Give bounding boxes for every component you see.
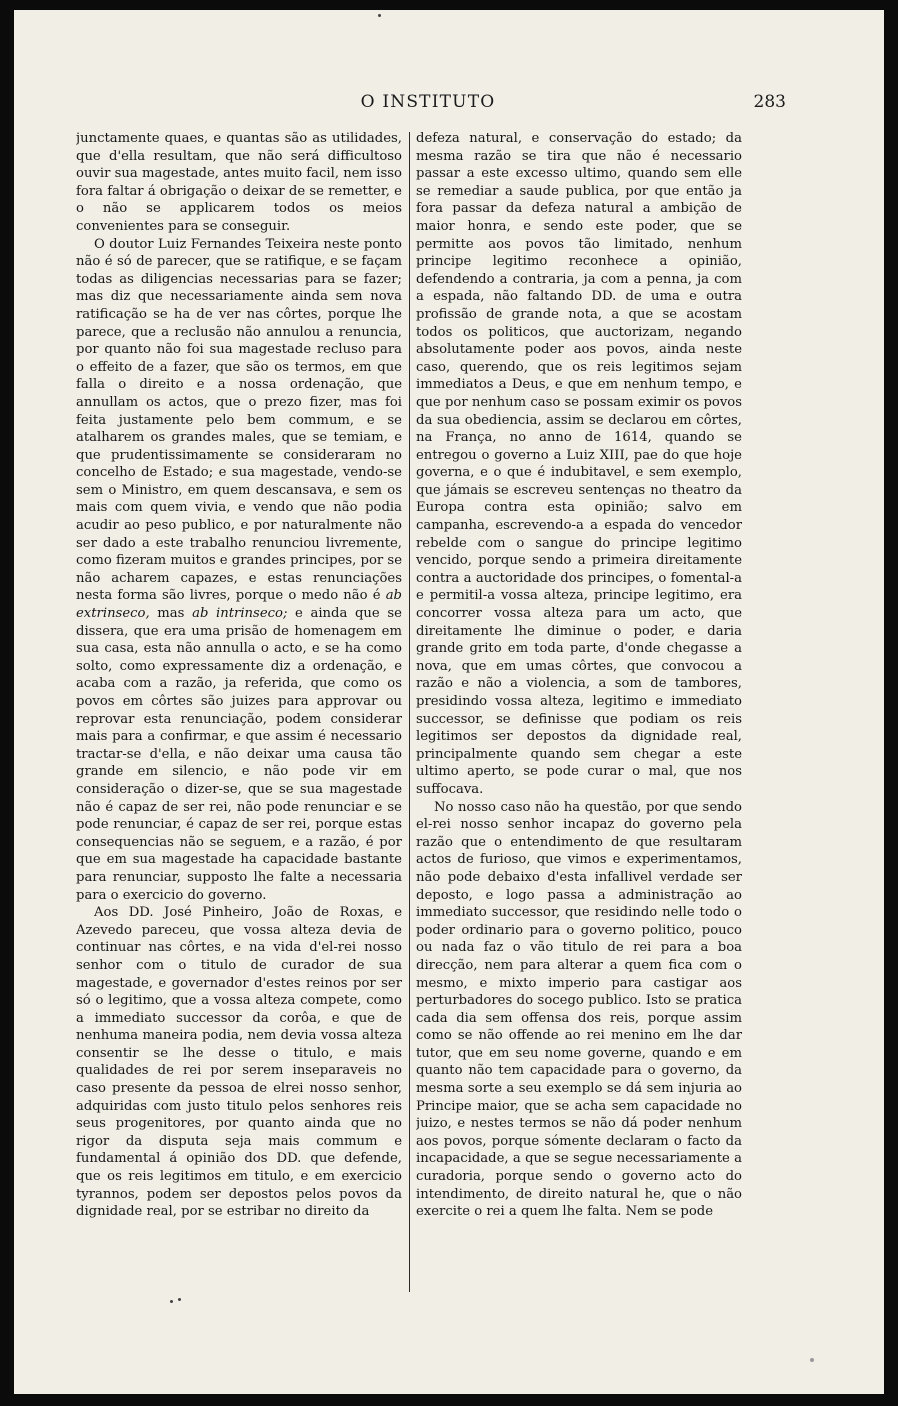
paragraph-pinheiro: Aos DD. José Pinheiro, João de Roxas, e Azevedo pareceu, que vossa alteza devia de continuar nas côrtes, e na vida d'el-rei nosso senhor com o titulo de curador de sua magestade, e governador d'estes reinos por ser só o legitimo, que a vossa alteza compete, como a immediato successor da corôa, e que de nenhuma maneira podia, nem devia vossa alteza consentir se lhe desse o titulo, e mais qualidades de rei por serem inseparaveis no caso presente da pessoa de elrei nosso senhor, adquiridas com justo titulo pelos senhores reis seus progenitores, por quanto ainda que no rigor da disputa seja mais commum e fundamental á opinião dos DD. que defende, que os reis legitimos em titulo, e em exercicio tyrannos, podem ser depostos pelos povos da dignidade real, por se estribar no direito da	[76, 905, 402, 1220]
paragraph-text: e ainda que se dissera, que era uma prisão de homenagem em sua casa, esta não annulla o acto, e se ha como solto, como expressamente diz a ordenação, e acaba com a razão, ja referida, que como os povos em côrtes são juizes para approvar ou reprovar esta renunciação, podem considerar mais para a confirmar, e que assim é necessario tractar-se d'ella, e não deixar uma causa tão grande em silencio, e não pode vir em consideração o dizer-se, que se sua magestade não é capaz de ser rei, não pode renunciar e se pode renunciar, é capaz de ser rei, porque estas consequencias não se seguem, e a razão, é por que em sua magestade ha capacidade bastante para renunciar, supposto lhe falte a necessaria para o exercicio do governo.	[76, 606, 402, 903]
paragraph-text: mas	[157, 606, 185, 622]
print-speck	[378, 14, 381, 17]
page-header	[74, 92, 786, 116]
print-speck	[178, 1298, 181, 1301]
latin-phrase: ab extrinseco,	[76, 588, 402, 622]
column-divider	[409, 132, 410, 1292]
paragraph-continuation: junctamente quaes, e quantas são as utilidades, que d'ella resultam, que não será difficultoso ouvir sua magestade, antes muito facil, nem isso fora faltar á obrigação o deixar de se remetter, e o não se applicarem todos os meios convenientes para se conseguir.	[76, 131, 402, 234]
running-title: O INSTITUTO	[360, 92, 496, 112]
paragraph-nosso-caso: No nosso caso não ha questão, por que sendo el-rei nosso senhor incapaz do governo pela razão que o entendimento de que resultaram actos de furioso, que vimos e experimentamos, não pode debaixo d'esta infallivel verdade ser deposto, e logo passa a administração ao immediato successor, que residindo nelle todo o poder ordinario para o governo politico, pouco ou nada faz o vão titulo de rei para a boa direcção, nem para alterar a quem fica com o mesmo, e mixto imperio para castigar aos perturbadores do socego publico. Isto se pratica cada dia sem offensa dos reis, porque assim como se não offende ao rei menino em lhe dar tutor, que em seu nome governe, quando e em quanto não tem capacidade para o governo, da mesma sorte a seu exemplo se dá sem injuria ao Principe maior, que se acha sem capacidade no juizo, e nestes termos se não dá poder nenhum aos povos, porque sómente declaram o facto da incapacidade, a que se segue necessariamente a curadoria, porque sendo o governo acto do intendimento, de direito natural he, que o não exercite o rei a quem lhe falta. Nem se pode	[416, 799, 742, 1220]
paragraph-teixeira	[76, 236, 402, 905]
print-speck	[810, 1358, 814, 1362]
left-column	[76, 130, 402, 1290]
right-column	[416, 130, 742, 1290]
page-number: 283	[753, 92, 786, 112]
print-speck	[170, 1300, 173, 1303]
paragraph-text: O doutor Luiz Fernandes Teixeira neste ponto não é só de parecer, que se ratifique, e se façam todas as diligencias necessarias para se fazer; mas diz que necessariamente ainda sem nova ratificação se ha de ver nas côrtes, porque lhe parece, que a reclusão não annulou a renuncia, por quanto não foi sua magestade recluso para o effeito de a fazer, que são os termos, em que falla o direito e a nossa ordenação, que annullam os actos, que o prezo fizer, mas foi feita justamente pelo bem commum, e se atalharem os grandes males, que se temiam, e que prudentissimamente se consideraram no concelho de Estado; e sua magestade, vendo-se sem o Ministro, em quem descansava, e sem os mais com quem vivia, e vendo que não podia acudir ao peso publico, e por naturalmente não ser dado a este trabalho renunciou livremente, como fizeram muitos e grandes principes, por se não acharem capazes, e estas renunciações nesta forma são livres, porque o medo não é	[76, 236, 402, 604]
latin-phrase: ab intrinseco;	[192, 606, 288, 622]
paragraph-continuation: defeza natural, e conservação do estado; da mesma razão se tira que não é necessario passar a este excesso ultimo, quando sem elle se remediar a saude publica, por que então ja fora passar da defeza natural a ambição de maior honra, e sendo este poder, que se permitte aos povos tão limitado, nenhum principe legitimo reconhece a opinião, defendendo a contraria, ja com a penna, ja com a espada, não faltando DD. de uma e outra profissão de grande nota, a que se acostam todos os politicos, que auctorizam, negando absolutamente poder aos povos, ainda neste caso, querendo, que os reis legitimos sejam immediatos a Deus, e que em nenhum tempo, e que por nenhum caso se possam eximir os povos da sua obediencia, assim se declarou em côrtes, na França, no anno de 1614, quando se entregou o governo a Luiz XIII, pae do que hoje governa, e o que é indubitavel, e sem exemplo, que jámais se escreveu sentenças no theatro da Europa contra esta opinião; salvo em campanha, escrevendo-a a espada do vencedor rebelde com o sangue do principe legitimo vencido, porque sendo a primeira direitamente contra a auctoridade dos principes, o fomental-a e permitil-a vossa alteza, principe legitimo, era concorrer vossa alteza para um acto, que direitamente lhe diminue o poder, e daria grande grito em toda parte, d'onde chegasse a nova, que em umas côrtes, que convocou a razão e não a violencia, a som de tambores, presidindo vossa alteza, legitimo e immediato successor, se definisse que podiam os reis legitimos ser depostos da dignidade real, principalmente quando sem chegar a este ultimo aperto, se pode curar o mal, que nos suffocava.	[416, 131, 742, 797]
scanned-page	[14, 10, 884, 1394]
